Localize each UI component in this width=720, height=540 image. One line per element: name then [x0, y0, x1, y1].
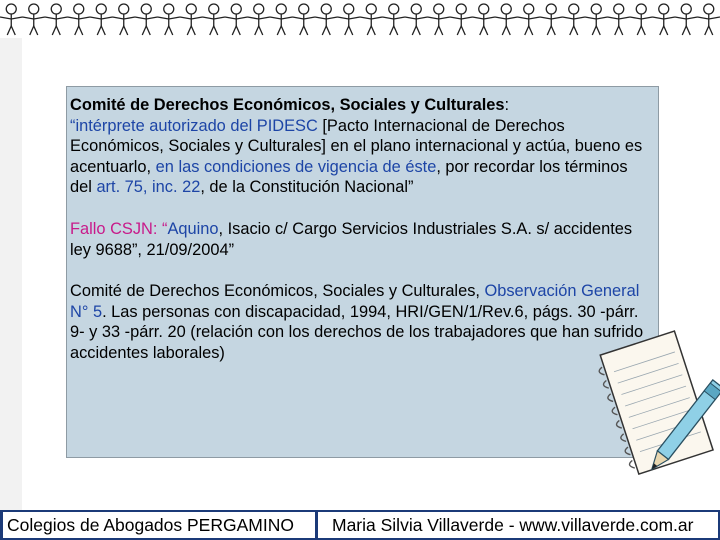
paragraph-gap [70, 260, 654, 281]
stick-figure-icon [45, 4, 68, 35]
stick-figure-icon [608, 4, 631, 35]
text-segment: . Las personas con discapacidad, 1994, HRI/GEN/1/Rev.6, págs. 30 -párr. 9- y 33 -párr. 20 (relación con los derechos de los trabajadores que han sufrido accidentes laborales) [70, 302, 644, 362]
stick-figure-icon [68, 4, 91, 35]
stick-figure-icon [338, 4, 361, 35]
paragraph-2 [70, 219, 654, 260]
text-segment: Comité de Derechos Económicos, Sociales y Culturales [70, 96, 505, 114]
stick-figure-icon [428, 4, 451, 35]
stick-figure-icon [270, 4, 293, 35]
stick-figure-icon [698, 4, 720, 35]
stick-figure-icon [248, 4, 271, 35]
content-box [66, 86, 659, 458]
text-segment: , Isacio c/ Cargo Servicios Industriales S.A. s/ accidentes ley 9688”, 21/09/2004” [70, 219, 633, 259]
stick-figure-icon [585, 4, 608, 35]
footer-bar [0, 510, 720, 540]
stick-figure-icon [540, 4, 563, 35]
notebook-with-pen-icon [598, 300, 720, 505]
stick-figure-icon [315, 4, 338, 35]
text-segment: , de la Constitución Nacional” [200, 178, 414, 197]
stick-figure-icon [675, 4, 698, 35]
footer-author-website: Maria Silvia Villaverde - www.villaverde.com.ar [318, 512, 718, 538]
paragraph-gap [70, 198, 654, 219]
paragraph-3 [70, 281, 654, 363]
stick-figure-icon [203, 4, 226, 35]
text-segment: : [504, 96, 510, 114]
text-segment: , por recordar los términos del [70, 157, 628, 197]
people-border-decoration [0, 0, 720, 38]
stick-figure-icon [293, 4, 316, 35]
paragraph-1 [70, 95, 654, 198]
stick-figure-icon [360, 4, 383, 35]
text-segment: Observación General N° 5 [70, 282, 640, 321]
stick-figure-icon [630, 4, 653, 35]
text-segment: en las condiciones de vigencia de éste [155, 157, 437, 176]
stick-figure-icon [495, 4, 518, 35]
stick-figure-icon [158, 4, 181, 35]
stick-figure-icon [135, 4, 158, 35]
stick-figure-icon [473, 4, 496, 35]
stick-figure-icon [90, 4, 113, 35]
stick-figure-icon [518, 4, 541, 35]
stick-figure-icon [653, 4, 676, 35]
text-segment: Fallo CSJN: “ [70, 219, 168, 238]
text-segment: Aquino [167, 219, 219, 238]
text-segment: “intérprete autorizado del PIDESC [70, 116, 318, 135]
stick-figure-icon [180, 4, 203, 35]
left-margin-strip [0, 38, 22, 510]
text-segment: art. 75, inc. 22 [96, 178, 201, 197]
stick-figure-icon [0, 4, 23, 35]
stick-figure-icon [450, 4, 473, 35]
footer-organization: Colegios de Abogados PERGAMINO [3, 512, 315, 538]
stick-figure-icon [383, 4, 406, 35]
stick-figure-icon [563, 4, 586, 35]
stick-figure-icon [113, 4, 136, 35]
text-segment: Comité de Derechos Económicos, Sociales y Culturales, [70, 282, 485, 301]
stick-figure-icon [405, 4, 428, 35]
stick-figure-icon [225, 4, 248, 35]
stick-figure-icon [23, 4, 46, 35]
text-segment: [Pacto Internacional de Derechos Económicos, Sociales y Culturales] en el plano internacional y actúa, bueno es acentuarlo, [70, 116, 643, 176]
